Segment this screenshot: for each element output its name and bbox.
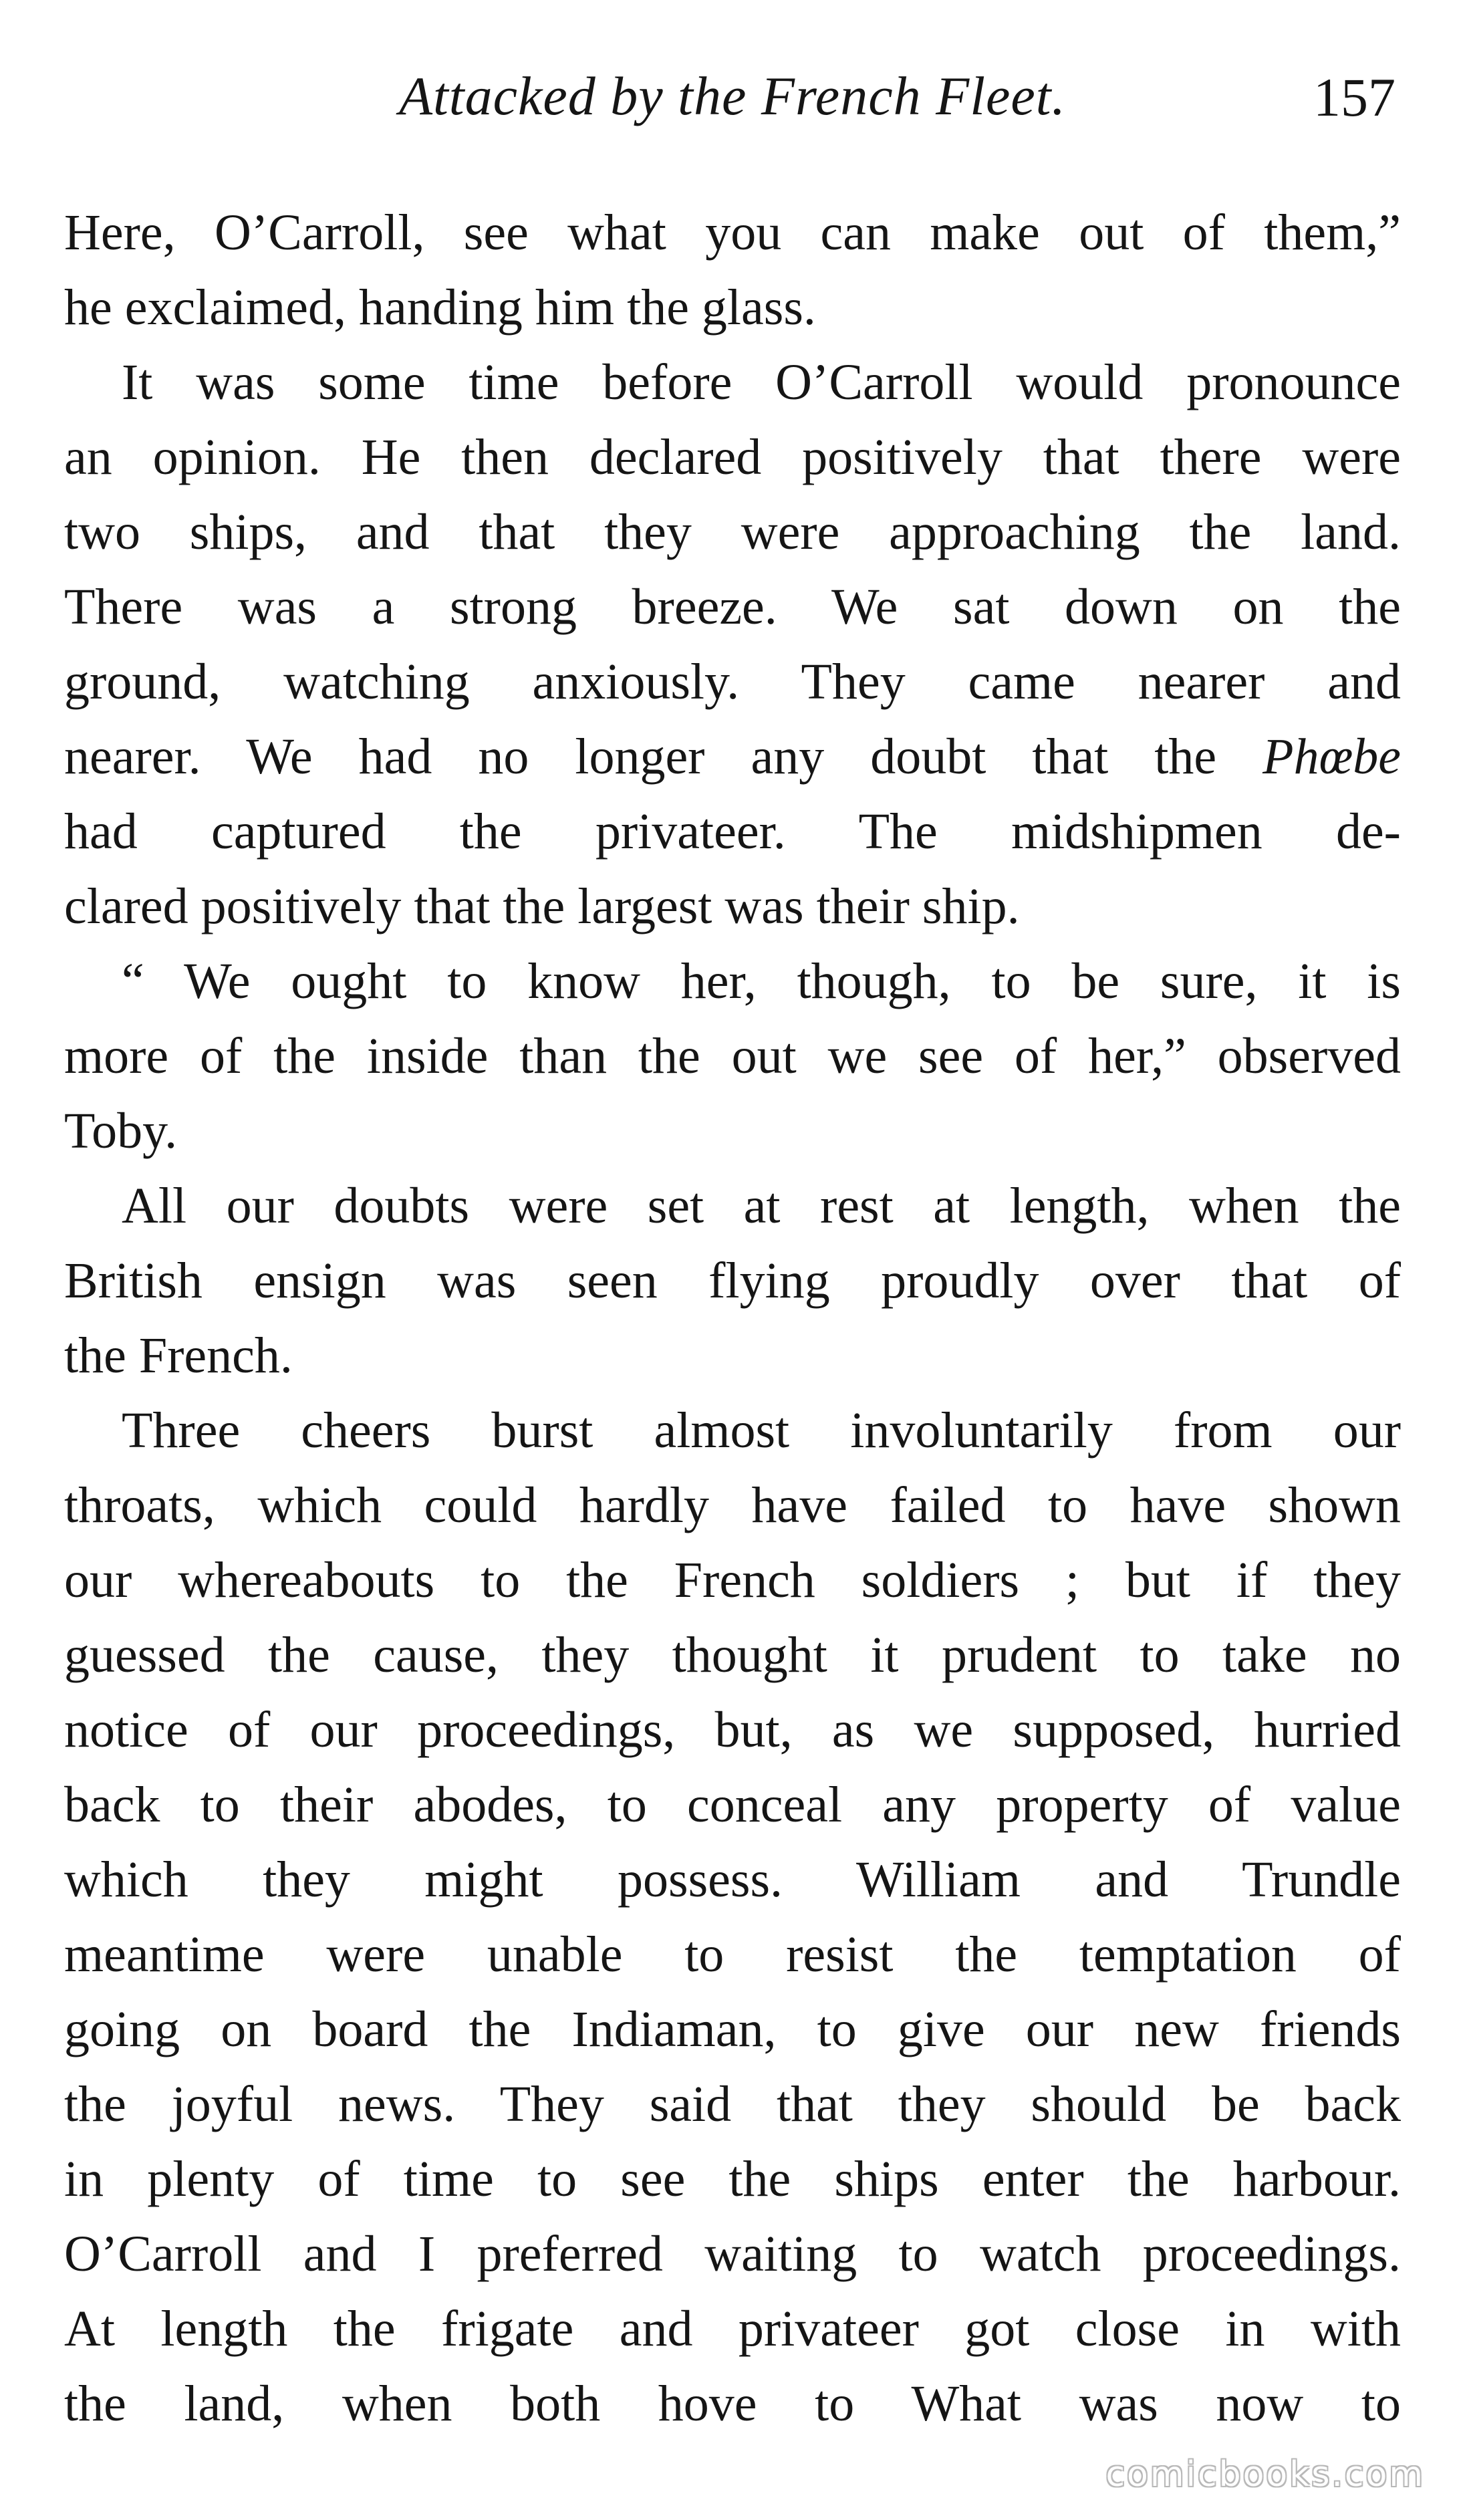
page-number: 157 <box>1313 67 1395 128</box>
text-line: throats, which could hardly have failed to have shown <box>64 1477 1401 1533</box>
text-line: O’Carroll and I preferred waiting to watch proceedings. <box>64 2226 1401 2282</box>
text-line: meantime were unable to resist the temptation of <box>64 1926 1401 1983</box>
text-line: which they might possess. William and Trundle <box>64 1852 1401 1908</box>
text-line: There was a strong breeze. We sat down on the <box>64 579 1401 635</box>
running-title: Attacked by the French Fleet. <box>398 66 1067 126</box>
text-line: Here, O’Carroll, see what you can make out of them,” <box>64 205 1401 261</box>
text-line: the joyful news. They said that they should be back <box>64 2076 1401 2132</box>
text-line: “ We ought to know her, though, to be sure, it is <box>122 953 1401 1009</box>
text-line: the land, when both hove to What was now to <box>64 2376 1401 2432</box>
text-line: nearer. We had no longer any doubt that the Phœbe <box>64 729 1401 785</box>
watermark: comicbooks.com <box>1105 2454 1425 2495</box>
text-line: two ships, and that they were approaching the land. <box>64 504 1401 560</box>
text-line: in plenty of time to see the ships enter the harbour. <box>64 2151 1401 2207</box>
page-header <box>64 48 1401 148</box>
text-line: clared positively that the largest was their ship. <box>64 878 1020 934</box>
text-line: the French. <box>64 1328 293 1384</box>
text-line: ground, watching anxiously. They came nearer and <box>64 654 1401 710</box>
text-line: Three cheers burst almost involuntarily from our <box>122 1402 1401 1459</box>
text-line: At length the frigate and privateer got close in with <box>64 2301 1401 2357</box>
text-line: going on board the Indiaman, to give our new friends <box>64 2001 1401 2057</box>
text-line: had captured the privateer. The midshipmen de- <box>64 803 1401 860</box>
text-line: British ensign was seen flying proudly over that of <box>64 1253 1401 1309</box>
ship-name: Phœbe <box>1262 729 1401 785</box>
text-line: All our doubts were set at rest at length, when the <box>122 1178 1401 1234</box>
body-text <box>64 195 1401 2441</box>
text-line: notice of our proceedings, but, as we supposed, hurried <box>64 1702 1401 1758</box>
text-line: back to their abodes, to conceal any property of value <box>64 1777 1401 1833</box>
text-line: more of the inside than the out we see of her,” observed <box>64 1028 1401 1084</box>
text-line: our whereabouts to the French soldiers ; but if they <box>64 1552 1401 1608</box>
text-line: he exclaimed, handing him the glass. <box>64 279 816 336</box>
text-line: an opinion. He then declared positively that there were <box>64 429 1401 485</box>
text-line: It was some time before O’Carroll would pronounce <box>122 354 1401 410</box>
text-line: guessed the cause, they thought it prudent to take no <box>64 1627 1401 1683</box>
text-line: Toby. <box>64 1103 178 1159</box>
